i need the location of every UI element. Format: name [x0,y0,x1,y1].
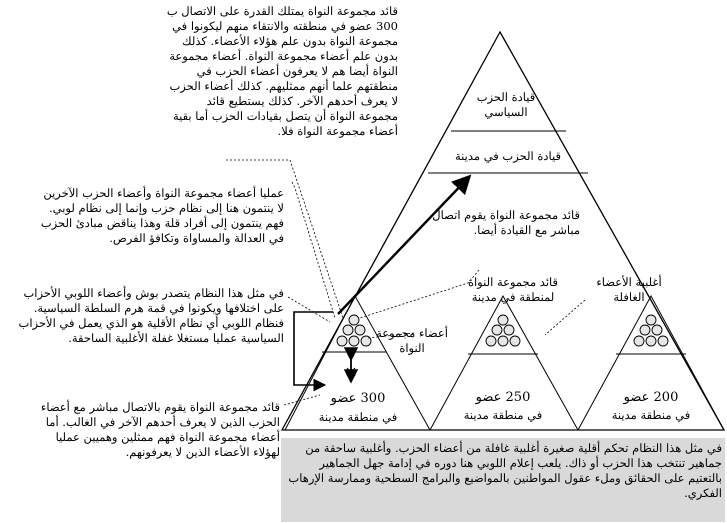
arrow-to-leadership [338,178,468,314]
region-place-middle: في منطقة مدينة [463,408,543,422]
nucleus-leader-label: قائد مجموعة النواة لمنطقة في مدينة [467,275,559,304]
region-count-left: 300 عضو [330,391,386,406]
nucleus-circles-right [634,315,668,346]
note-top: قائد مجموعة النواة يمتلك القدرة على الاتصال ب 300 عضو في منطقته والانتقاء منهم ليكونوا في مجموعة النواة بدون علم هؤلاء الأعضاء. كذلك بدون علم أعضاء مجموعة النواة. أعضاء مجموعة النواة أيضا هم لا يعرفون أعضاء الحزب في منطقتهم علما أنهم ممثليهم. كذلك أعضاء الحزب لا يعرف أحدهم الآخر. كذلك يستطيع قائد مجموعة النواة أن يتصل بقيادات الحزب أما بقية أعضاء مجموعة النواة فلا. [166,4,398,138]
leader-line-majority [545,300,585,335]
leader-line-nucleus-leader [360,270,479,318]
leader-contact-label: قائد مجموعة النواة يقوم اتصال مباشر مع القيادة أيضا. [432,208,580,237]
region-place-left: في منطقة مدينة [318,410,398,424]
region-count-middle: 250 عضو [475,390,531,405]
note-bottom: قائد مجموعة النواة يقوم بالاتصال مباشر مع أعضاء الحزب الذين لا يعرف أحدهم الآخر في الغالب. أما أعضاء مجموعة النواة فهم ممثلين وهميين عمليا لهؤلاء الأعضاء الذين لا يعرفونهم. [40,400,280,459]
note-middle2: في مثل هذا النظام يتصدر بوش وأعضاء اللوبي الأحزاب على اختلافها ويكونوا في قمة هرم السلطة السياسية. فنظام اللوبي أي نظام الأقلية هو الذي يعمل في الأحزاب السياسية عمليا مستغلا غفلة الأغلبية الساحقة. [18,286,284,345]
majority-label: أغلبية الأعضاء الغافلة [596,275,662,304]
region-count-right: 200 عضو [623,390,679,405]
summary-note: في مثل هذا النظام تحكم أقلية صغيرة أغلبية غافلة من أعضاء الحزب. وأغلبية ساحقة من جماهير تنتخب هذا الحزب أو ذاك. يلعب إعلام اللوبي هنا دوره في إدامة جهل الجماهير بالتعتيم على الحقائق وملء عقول المواطنين بالمواضيع والبرامج السطحية وممارسة الإرهاب الفكري. [288,441,722,500]
top-leadership-label: قيادة الحزب السياسي [476,90,536,119]
city-leadership-label: قيادة الحزب في مدينة [455,149,561,163]
region-place-right: في منطقة مدينة [611,408,691,422]
leader-line-middle1 [292,182,335,318]
nucleus-members-label: أعضاء مجموعة النواة [376,326,448,355]
nucleus-circles-middle [486,315,520,346]
note-middle1: عمليا أعضاء مجموعة النواة وأعضاء الحزب الآخرين لا ينتمون هنا إلى نظام حزب وإنما إلى نظام لوبي. فهم ينتمون إلى أفراد قلة وهذا يناقض مبادئ الحزب في العدالة والمساواة وتكافؤ الفرص. [40,186,284,245]
